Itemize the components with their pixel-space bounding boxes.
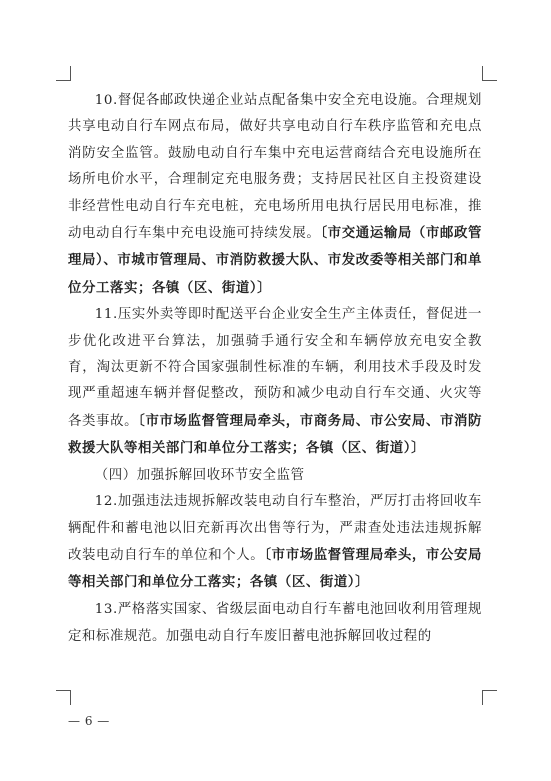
paragraph-12-text: 12.加强违法违规拆解改装电动自行车整治，严厉打击将回收车辆配件和蓄电池以旧充新再次出售等行为，严肃查处违法违规拆解改装电动自行车的单位和个人。	[68, 494, 482, 563]
paragraph-13	[68, 597, 482, 651]
paragraph-12-responsibility: 〔市市场监督管理局牵头，市公安局等相关部门和单位分工落实；各镇（区、街道）〕	[68, 546, 482, 591]
crop-mark-bottom-right	[482, 690, 497, 705]
crop-mark-top-left	[56, 66, 71, 81]
paragraph-12	[68, 489, 482, 597]
paragraph-11	[68, 302, 482, 462]
paragraph-10	[68, 88, 482, 302]
crop-mark-bottom-left	[56, 690, 71, 705]
section-heading: （四）加强拆解回收环节安全监管	[94, 467, 305, 483]
paragraph-13-text: 13.严格落实国家、省级层面电动自行车蓄电池回收利用管理规定和标准规范。加强电动自行车废旧蓄电池拆解回收过程的	[68, 601, 482, 645]
crop-mark-top-right	[482, 66, 497, 81]
page-number: — 6 —	[68, 714, 110, 728]
paragraph-10-text: 10.督促各邮政快递企业站点配备集中安全充电设施。合理规划共享电动自行车网点布局，做好共享电动自行车秩序监管和充电点消防安全监管。鼓励电动自行车集中充电运营商结合充电设施所在场所电价水平，合理制定充电服务费；支持居民社区自主投资建设非经营性电动自行车充电桩，充电场所用电执行居民用电标准，推动电动自行车集中充电设施可持续发展。	[68, 93, 482, 242]
paragraph-11-text: 11.压实外卖等即时配送平台企业安全生产主体责任，督促进一步优化改进平台算法，加强骑手通行安全和车辆停放充电安全教育，淘汰更新不符合国家强制性标准的车辆，利用技术手段及时发现严重超速车辆并督促整改，预防和减少电动自行车交通、火灾等各类事故。	[68, 307, 482, 429]
paragraph-11-responsibility: 〔市市场监督管理局牵头，市商务局、市公安局、市消防救援大队等相关部门和单位分工落实；各镇（区、街道）〕	[68, 412, 482, 457]
document-body	[68, 88, 482, 651]
paragraph-10-responsibility: 〔市交通运输局（市邮政管理局）、市城市管理局、市消防救援大队、市发改委等相关部门和单位分工落实；各镇（区、街道）〕	[68, 225, 482, 296]
